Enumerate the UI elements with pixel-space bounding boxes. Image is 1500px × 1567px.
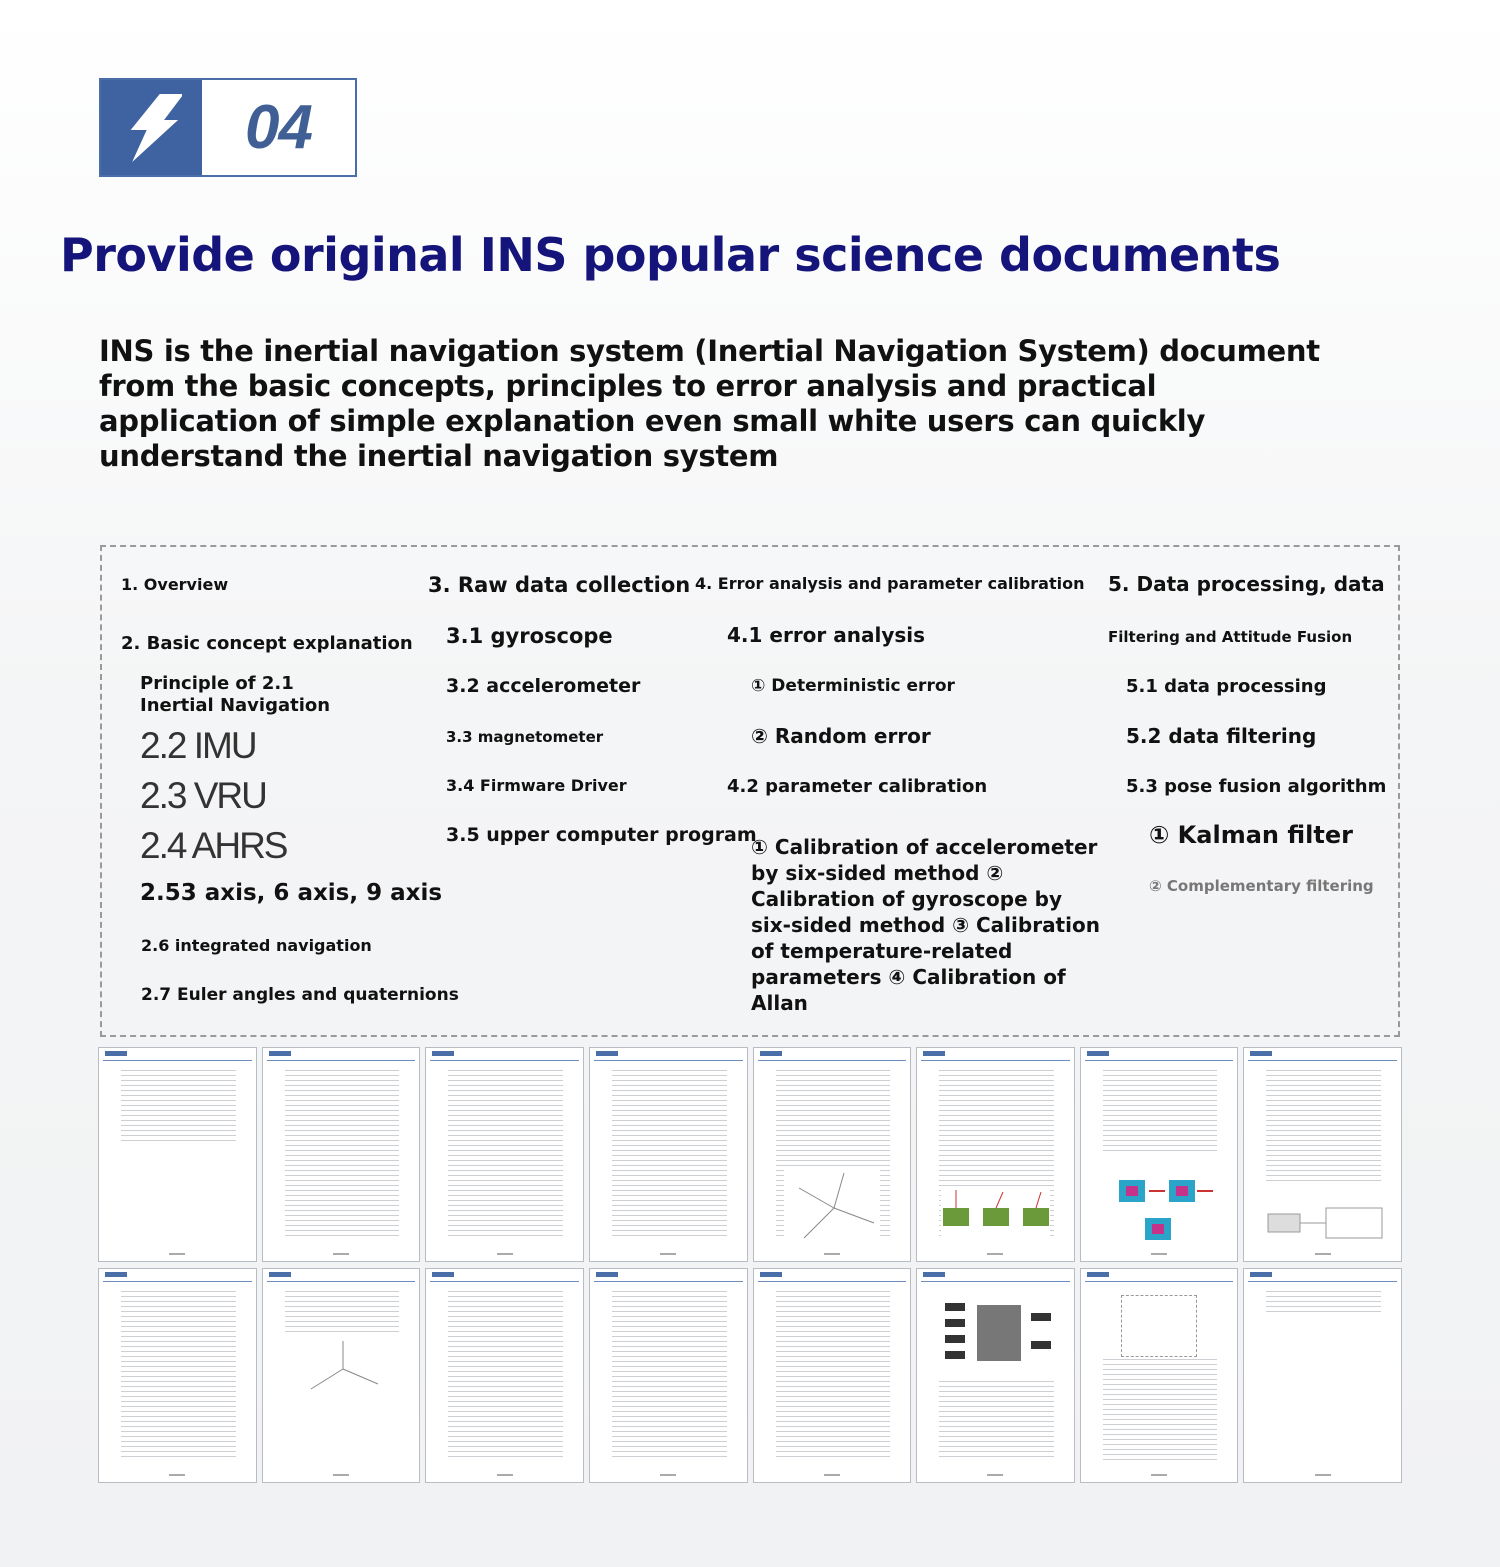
toc-item-2-4: 2.4 AHRS [140,825,287,866]
toc-item-5-subtitle: Filtering and Attitude Fusion [1108,628,1353,646]
page-thumbnail [589,1268,748,1483]
page-thumbnail [1080,1047,1239,1262]
toc-item-3-5: 3.5 upper computer program [446,824,757,846]
sensor-figure-icon [941,1188,1051,1238]
toc-item-2-1: Principle of 2.1 Inertial Navigation [140,673,331,716]
block-diagram-icon [943,1297,1053,1375]
section-badge [99,78,357,177]
page-thumbnail [1243,1268,1402,1483]
toc-item-5-3: 5.3 pose fusion algorithm [1126,776,1387,797]
page-thumbnail [425,1268,584,1483]
page-thumbnail [98,1268,257,1483]
lightning-bolt-icon [101,80,202,175]
toc-item-5-1: 5.1 data processing [1126,676,1327,697]
page-thumbnail [262,1268,421,1483]
toc-item-complementary-filter: ② Complementary filtering [1149,877,1374,895]
toc-item-2-3: 2.3 VRU [140,775,266,816]
page-title: Provide original INS popular science documents [60,228,1281,282]
toc-item-3-4: 3.4 Firmware Driver [446,776,627,795]
toc-item-3: 3. Raw data collection [428,573,691,597]
toc-item-2-6: 2.6 integrated navigation [141,936,372,955]
page-thumbnail [916,1047,1075,1262]
axis-diagram-icon [784,1168,884,1248]
page-thumbnail [753,1047,912,1262]
section-number: 04 [245,93,312,162]
toc-item-4-2: 4.2 parameter calibration [727,776,988,797]
toc-item-3-3: 3.3 magnetometer [446,728,604,746]
page-thumbnail [916,1268,1075,1483]
intro-paragraph: INS is the inertial navigation system (Inertial Navigation System) document from the basic concepts, principles to error analysis and practical application of simple explanation even small white users can quickly understand the inertial navigation system [99,334,1320,473]
flowchart-icon [1266,1206,1386,1240]
toc-item-random-error: ② Random error [751,724,931,748]
page-thumbnail [98,1047,257,1262]
toc-item-overview: 1. Overview [121,575,229,594]
toc-item-2-2: 2.2 IMU [140,725,256,766]
page-thumbnail [425,1047,584,1262]
toc-item-basic-concepts: 2. Basic concept explanation [121,633,413,654]
toc-item-kalman-filter: ① Kalman filter [1149,821,1353,849]
document-thumbnails-row-1 [98,1047,1402,1262]
calibration-figure-icon [1109,1176,1219,1250]
page-thumbnail [262,1047,421,1262]
toc-item-5-2: 5.2 data filtering [1126,724,1317,748]
toc-item-2-5: 2.53 axis, 6 axis, 9 axis [140,880,443,906]
toc-item-calibration-list: ① Calibration of accelerometer by six-sided method ② Calibration of gyroscope by six-sided method ③ Calibration of temperature-related parameters ④ Calibration of Allan [751,835,1100,1015]
toc-item-deterministic-error: ① Deterministic error [751,676,955,696]
toc-item-5: 5. Data processing, data [1108,572,1385,596]
axis-diagram-icon [303,1339,383,1399]
page-thumbnail [589,1047,748,1262]
toc-item-3-1: 3.1 gyroscope [446,624,613,648]
page-thumbnail [1243,1047,1402,1262]
document-thumbnails-row-2 [98,1268,1402,1483]
toc-item-3-2: 3.2 accelerometer [446,675,641,697]
page-thumbnail [1080,1268,1239,1483]
table-of-contents [100,545,1400,1037]
toc-item-4: 4. Error analysis and parameter calibration [695,574,1085,593]
toc-item-2-7: 2.7 Euler angles and quaternions [141,985,459,1005]
toc-item-4-1: 4.1 error analysis [727,623,926,647]
page-thumbnail [753,1268,912,1483]
